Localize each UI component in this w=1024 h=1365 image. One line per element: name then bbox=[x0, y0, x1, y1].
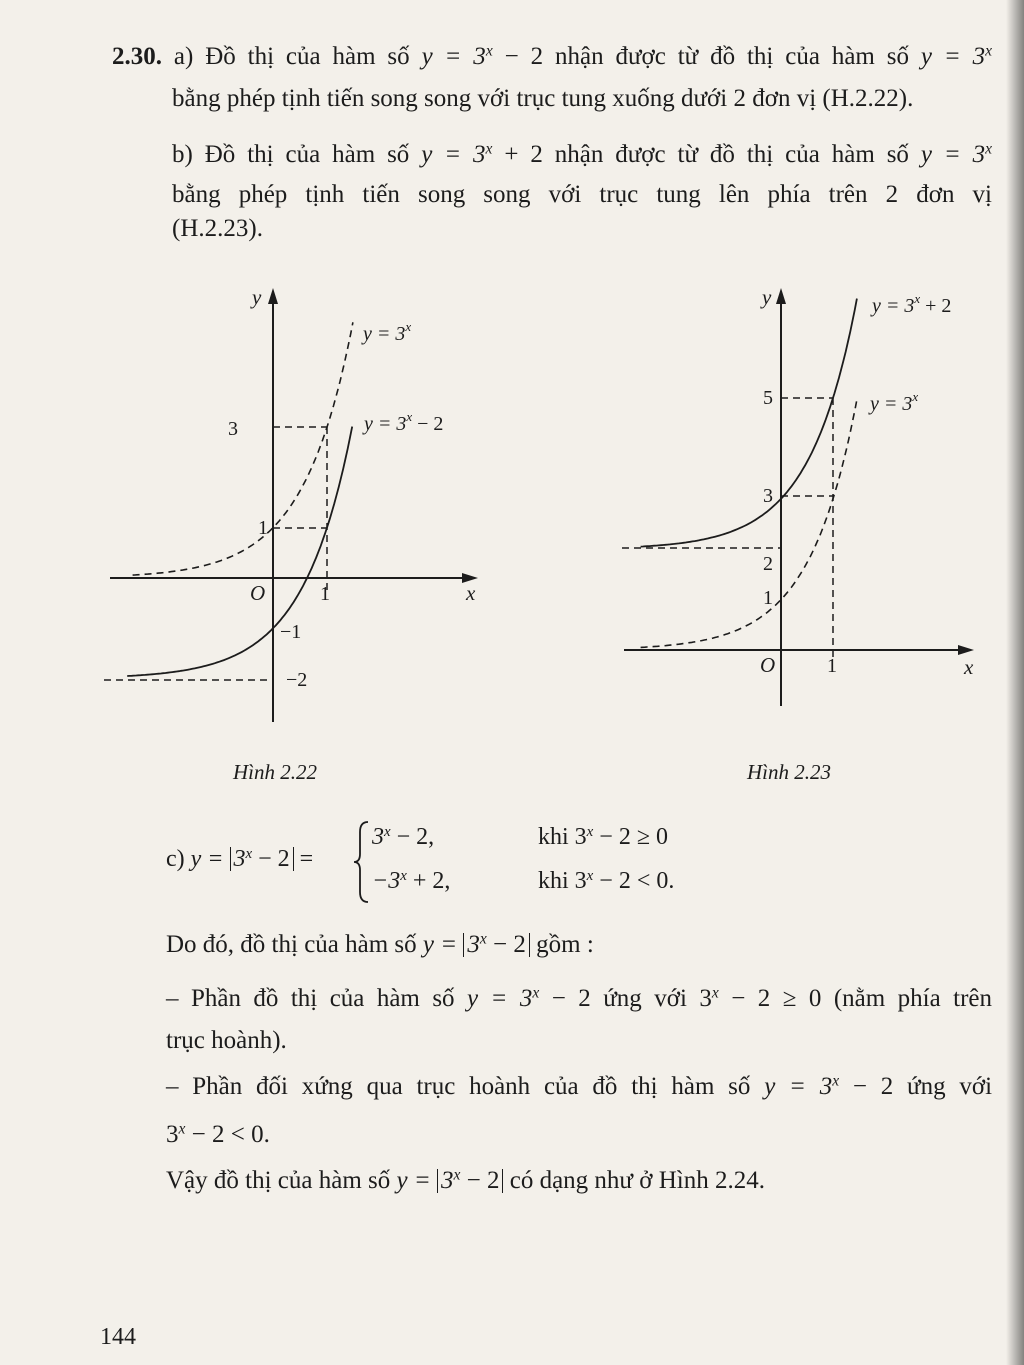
part-b-mid: nhận được từ đồ thị của hàm số bbox=[554, 141, 909, 168]
figure-2-22-caption: Hình 2.22 bbox=[233, 760, 317, 784]
part-c-lhs bbox=[166, 846, 313, 873]
conclusion: Vậy đồ thị của hàm số $y = 3^x - 2$ có dạng như ở Hình 2.24. bbox=[166, 1166, 765, 1194]
tick-minus-2: −2 bbox=[286, 669, 308, 691]
part-c-eq: = bbox=[299, 846, 314, 872]
label-3x: $y = 3^x$ bbox=[870, 389, 919, 415]
problem-number: 2.30. bbox=[112, 43, 162, 70]
tick-5: 5 bbox=[763, 387, 773, 409]
curve-3x-plus-2 bbox=[641, 299, 857, 547]
part-b-line1 bbox=[172, 140, 992, 170]
part-a-label: a) bbox=[173, 43, 194, 70]
figure-2-23 bbox=[618, 282, 998, 712]
page-number: 144 bbox=[100, 1324, 136, 1350]
part-b-text: Đồ thị của hàm số bbox=[204, 141, 410, 168]
part-a-mid: nhận được từ đồ thị của hàm số bbox=[554, 43, 909, 70]
y-axis-arrow-icon bbox=[268, 288, 278, 304]
tick-2: 2 bbox=[763, 553, 773, 575]
curve-3x-dashed bbox=[133, 322, 353, 575]
tick-minus-1: −1 bbox=[280, 621, 302, 643]
part-a-func1: $y = 3^x - 2$ bbox=[421, 42, 544, 70]
part-b-func2: $y = 3^x$ bbox=[920, 140, 993, 168]
part-b-func1: $y = 3^x + 2$ bbox=[421, 140, 543, 168]
part-c-label: c) bbox=[166, 846, 185, 872]
bullet-1-line2: trục hoành). bbox=[166, 1027, 287, 1054]
part-a-func2: $y = 3^x$ bbox=[920, 42, 993, 70]
condition-1: khi $3^x - 2 \ge 0$ bbox=[538, 823, 668, 850]
tick-x1: 1 bbox=[320, 583, 330, 605]
y-axis-label: y bbox=[252, 285, 262, 309]
part-c-intro: Do đó, đồ thị của hàm số $y = 3^x - 2$ gồm : bbox=[166, 930, 594, 958]
part-a-line1 bbox=[112, 42, 992, 72]
case-1: $3^x - 2$, bbox=[372, 823, 435, 850]
condition-2: khi $3^x - 2 < 0$. bbox=[538, 867, 675, 894]
y-axis-label: y bbox=[762, 285, 772, 309]
y-axis-arrow-icon bbox=[776, 288, 786, 304]
x-axis-label: x bbox=[466, 581, 476, 605]
bullet-2-line1: – Phần đối xứng qua trục hoành của đồ thị hàm số $y = 3^x - 2$ ứng với bbox=[166, 1072, 993, 1100]
part-b-line3: (H.2.23). bbox=[172, 215, 263, 242]
part-a-text: Đồ thị của hàm số bbox=[205, 43, 410, 70]
x-axis-arrow-icon bbox=[958, 645, 974, 655]
part-b-label: b) bbox=[172, 141, 193, 168]
case-2: $-3^x + 2$, bbox=[372, 867, 451, 894]
tick-1: 1 bbox=[258, 517, 268, 539]
tick-x1: 1 bbox=[827, 655, 837, 677]
page-edge-shadow bbox=[1006, 0, 1024, 1365]
tick-1: 1 bbox=[763, 587, 773, 609]
part-a-line2: bằng phép tịnh tiến song song với trục tung xuống dưới 2 đơn vị (H.2.22). bbox=[172, 85, 914, 112]
x-axis-label: x bbox=[964, 655, 974, 679]
origin-label: O bbox=[250, 581, 266, 605]
figure-2-23-caption: Hình 2.23 bbox=[747, 760, 831, 784]
part-c-lhs-y: y = bbox=[190, 846, 224, 872]
part-b-line2: bằng phép tịnh tiến song song với trục tung lên phía trên 2 đơn vị bbox=[172, 181, 992, 208]
curve-3x-minus-2 bbox=[127, 427, 352, 676]
bullet-2-line2: $3^x - 2 < 0$. bbox=[166, 1120, 270, 1148]
bullet-1-line1: – Phần đồ thị của hàm số $y = 3^x - 2$ ứng với $3^x - 2 \ge 0$ (nằm phía trên bbox=[166, 984, 993, 1012]
origin-label: O bbox=[760, 653, 776, 677]
label-3x-plus-2: $y = 3^x + 2$ bbox=[872, 291, 952, 317]
left-brace-icon bbox=[352, 820, 372, 904]
label-3x-minus-2: $y = 3^x - 2$ bbox=[364, 409, 444, 435]
part-c-abs: $3^x - 2$ bbox=[230, 847, 294, 871]
tick-3: 3 bbox=[763, 485, 773, 507]
figure-2-22 bbox=[100, 282, 500, 732]
tick-3: 3 bbox=[228, 418, 238, 440]
label-3x: $y = 3^x$ bbox=[363, 319, 412, 345]
